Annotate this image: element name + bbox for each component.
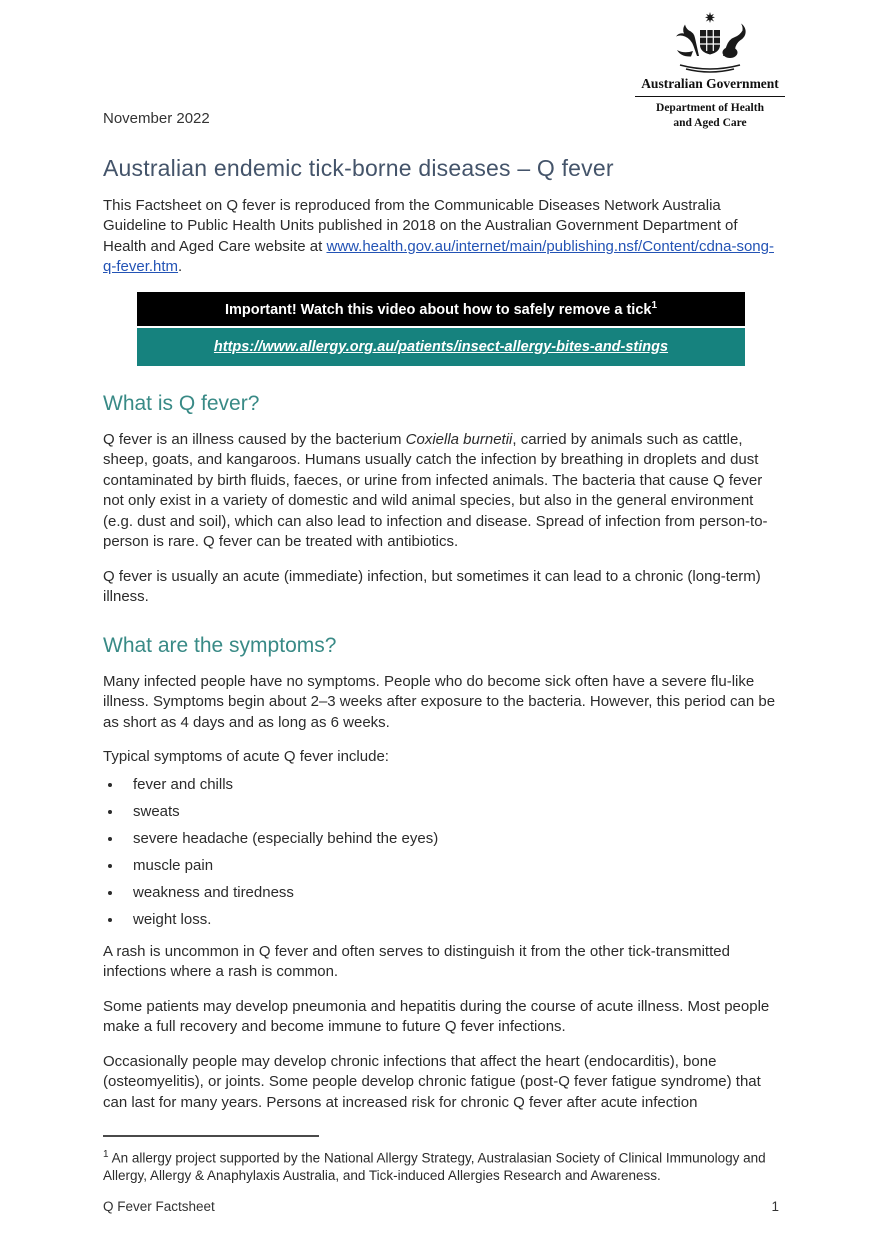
symptom-item: • weakness and tiredness bbox=[123, 885, 779, 901]
footer-title: Q Fever Factsheet bbox=[103, 1199, 215, 1214]
important-banner bbox=[137, 292, 745, 366]
symptom-item: • severe headache (especially behind the eyes) bbox=[123, 831, 779, 847]
intro-paragraph bbox=[103, 196, 779, 278]
what-is-paragraph-2: Q fever is usually an acute (immediate) infection, but sometimes it can lead to a chronic (long-term) illness. bbox=[103, 567, 761, 606]
symptom-item: • muscle pain bbox=[123, 858, 779, 874]
department-line1: Department of Health bbox=[656, 102, 764, 114]
department-line2: and Aged Care bbox=[673, 116, 747, 129]
symptoms-paragraph-3: Some patients may develop pneumonia and hepatitis during the course of acute illness. Most people make a full recovery and become immune to future Q fever infections. bbox=[103, 997, 770, 1036]
document-date: November 2022 bbox=[103, 109, 210, 127]
symptoms-paragraph-2: A rash is uncommon in Q fever and often serves to distinguish it from the other tick-transmitted infections where a rash is common. bbox=[103, 942, 730, 981]
section-heading-symptoms: What are the symptoms? bbox=[103, 633, 337, 657]
intro-text: This Factsheet on Q fever is reproduced from the Communicable Diseases Network Australia Guideline to Public Health Units published in 2018 on the Australian Government Department of Health and Aged Care website at bbox=[103, 196, 738, 255]
allergy-video-link[interactable]: https://www.allergy.org.au/patients/insect-allergy-bites-and-stings bbox=[213, 338, 669, 355]
footnote-ref-1: 1 bbox=[651, 299, 658, 311]
important-banner-heading: Important! Watch this video about how to safely remove a tick$^1$ bbox=[137, 292, 745, 326]
symptom-item: • sweats bbox=[123, 804, 779, 820]
department-name-label bbox=[635, 101, 785, 131]
important-banner-linkbar bbox=[137, 328, 745, 366]
section-heading-what-is-q-fever: What is Q fever? bbox=[103, 391, 260, 415]
health-gov-link[interactable]: www.health.gov.au/internet/main/publishing.nsf/Content/cdna-song-q-fever.htm bbox=[103, 237, 774, 276]
footnote-marker: 1 bbox=[103, 1149, 109, 1161]
page-footer bbox=[103, 1199, 779, 1214]
page-number: 1 bbox=[771, 1199, 779, 1214]
symptom-item: • fever and chills bbox=[123, 777, 779, 793]
symptom-list bbox=[103, 777, 779, 928]
coat-of-arms-icon bbox=[635, 10, 785, 74]
page-header bbox=[0, 0, 882, 131]
footnote-separator bbox=[103, 1135, 319, 1137]
symptom-item: • weight loss. bbox=[123, 912, 779, 928]
symptoms-list-intro: Typical symptoms of acute Q fever include: bbox=[103, 748, 389, 766]
page-title: Australian endemic tick-borne diseases – Q fever bbox=[103, 154, 614, 181]
symptoms-paragraph-4: Occasionally people may develop chronic infections that affect the heart (endocarditis), bone (osteomyelitis), or joints. Some people develop chronic fatigue (post-Q fever fatigue syndrome) that can last for many years. Persons at increased risk for chronic Q fever after acute infection bbox=[103, 1052, 761, 1111]
footnote-text: $^1$ An allergy project supported by the National Allergy Strategy, Australasian Society of Clinical Immunology and Allergy, Allergy & Anaphylaxis Australia, and Tick-induced Allergies Research and Awareness. bbox=[103, 1149, 766, 1184]
government-crest bbox=[635, 10, 785, 131]
bacterium-name: Coxiella burnetii bbox=[405, 430, 513, 448]
what-is-paragraph-1: Q fever is an illness caused by the bacterium Coxiella burnetii, carried by animals such as cattle, sheep, goats, and kangaroos. Humans usually catch the infection by breathing in droplets and dust contaminated by birth fluids, faeces, or urine from infected animals. The bacteria that cause Q fever not only exist in a variety of domestic and wild animal species, but also in the general environment (e.g. dust and soil), which can also lead to infection and disease. Spread of infection from person-to-person is rare. Q fever can be treated with antibiotics. bbox=[103, 430, 768, 551]
gov-name-label: Australian Government bbox=[635, 76, 785, 97]
intro-text-end: . bbox=[178, 258, 183, 276]
symptoms-paragraph-1: Many infected people have no symptoms. People who do become sick often have a severe flu-like illness. Symptoms begin about 2–3 weeks after exposure to the bacteria. However, this period can be as short as 4 days and as long as 6 weeks. bbox=[103, 672, 776, 731]
